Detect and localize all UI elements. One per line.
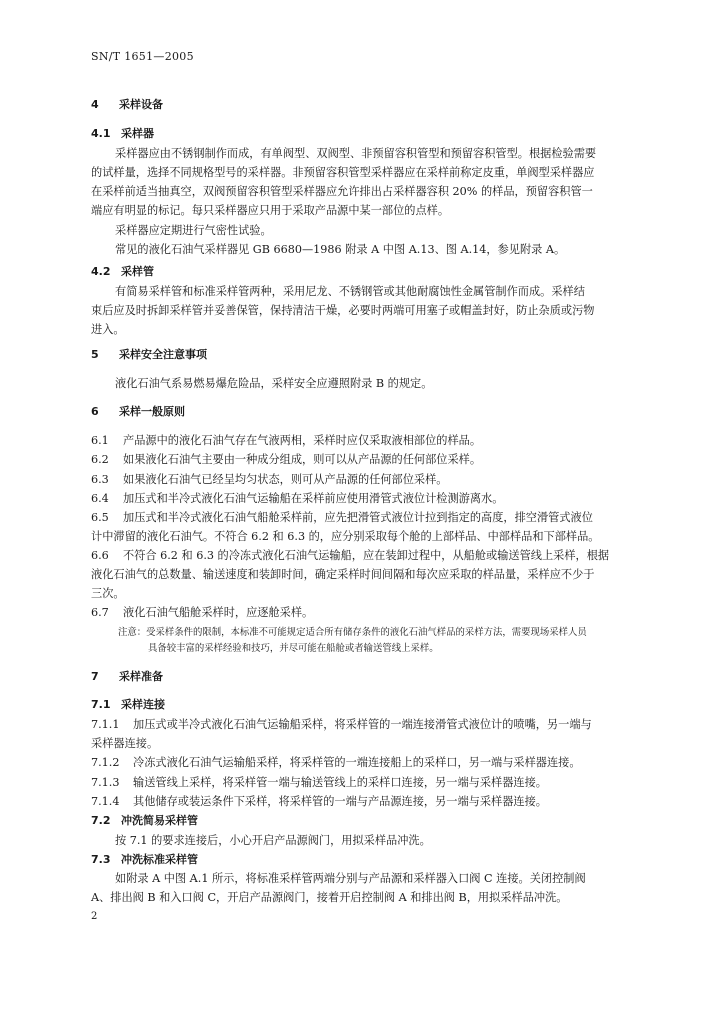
subsection-heading (91, 853, 198, 867)
paragraph-line: 端应有明显的标记。每只采样器应只用于采取产品源中某一部位的点样。 (91, 204, 450, 217)
clause-text: 加压式和半冷式液化石油气船舱采样前，应先把滑管式液位计拉到指定的高度，排空滑管式液位 (123, 511, 593, 524)
clause-number: 6.1 (91, 434, 109, 447)
clause-text: 其他储存或装运条件下采样，将采样管的一端与产品源连接，另一端与采样器连接。 (133, 795, 547, 808)
clause-number: 7.1.2 (91, 756, 120, 769)
subsection-number: 7.1 (91, 698, 111, 711)
subsection-number: 4.1 (91, 127, 111, 140)
clause-number: 6.3 (91, 473, 109, 486)
section-number: 7 (91, 670, 99, 683)
clause-line (91, 453, 481, 467)
subsection-title: 冲洗标准采样管 (121, 853, 198, 866)
clause-text: 加压式和半冷式液化石油气运输船在采样前应使用滑管式液位计检测游离水。 (123, 492, 504, 505)
subsection-number: 7.2 (91, 814, 111, 827)
subsection-title: 采样连接 (121, 698, 165, 711)
clause-number: 6.4 (91, 492, 109, 505)
paragraph-line: 在采样前适当抽真空，双阀预留容积管型采样器应允许排出占采样器容积 20% 的样品，预留容积管一 (91, 185, 593, 198)
clause-text: 不符合 6.2 和 6.3 的冷冻式液化石油气运输船，应在装卸过程中，从船舱或输送管线上采样，根据 (123, 549, 610, 562)
section-heading (91, 348, 207, 362)
section-number: 4 (91, 98, 99, 111)
clause-text: 产品源中的液化石油气存在气液两相，采样时应仅采取液相部位的样品。 (123, 434, 482, 447)
clause-number: 7.1.3 (91, 776, 120, 789)
paragraph-line: 束后应及时拆卸采样管并妥善保管，保持清洁干燥，必要时两端可用塞子或帽盖封好，防止杂质或污物 (91, 304, 595, 317)
clause-line (91, 434, 481, 448)
clause-line: 采样器连接。 (91, 737, 159, 750)
clause-line (91, 549, 609, 563)
paragraph-line: 有简易采样管和标准采样管两种，采用尼龙、不锈钢管或其他耐腐蚀性金属管制作而成。采样结 (115, 285, 585, 298)
clause-line (91, 718, 592, 732)
section-title: 采样安全注意事项 (119, 348, 207, 361)
clause-line: 计中滞留的液化石油气。不符合 6.2 和 6.3 的，应分别采取每个舱的上部样品、中部样品和下部样品。 (91, 530, 600, 543)
clause-text: 冷冻式液化石油气运输船采样，将采样管的一端连接船上的采样口，另一端与采样器连接。 (133, 756, 581, 769)
section-number: 5 (91, 348, 99, 361)
clause-text: 输送管线上采样，将采样管一端与输送管线上的采样口连接，另一端与采样器连接。 (133, 776, 547, 789)
paragraph-line: 如附录 A 中图 A.1 所示，将标准采样管两端分别与产品源和采样器入口阀 C 连接。关闭控制阀 (115, 872, 586, 885)
clause-line (91, 511, 593, 525)
paragraph-line: 按 7.1 的要求连接后，小心开启产品源阀门，用拟采样品冲洗。 (115, 834, 431, 847)
paragraph-line: A、排出阀 B 和入口阀 C，开启产品源阀门，接着开启控制阀 A 和排出阀 B，用拟采样品冲洗。 (91, 891, 568, 904)
section-heading (91, 98, 163, 112)
subsection-heading (91, 814, 198, 828)
subsection-title: 采样管 (121, 265, 154, 278)
clause-line (91, 795, 547, 809)
clause-line: 三次。 (91, 587, 125, 600)
section-title: 采样设备 (119, 98, 163, 111)
section-title: 采样一般原则 (119, 405, 185, 418)
subsection-heading (91, 127, 154, 141)
note-line: 注意：受采样条件的限制，本标准不可能规定适合所有储存条件的液化石油气样品的采样方法，需要现场采样人员 (118, 627, 587, 638)
clause-number: 6.5 (91, 511, 109, 524)
clause-line (91, 473, 447, 487)
clause-line: 液化石油气的总数量、输送速度和装卸时间，确定采样时间间隔和每次应采取的样品量，采样应不少于 (91, 568, 595, 581)
clause-line (91, 606, 313, 620)
subsection-heading (91, 698, 165, 712)
clause-number: 6.6 (91, 549, 109, 562)
subsection-number: 7.3 (91, 853, 111, 866)
paragraph-line: 常见的液化石油气采样器见 GB 6680—1986 附录 A 中图 A.13、图 A.14，参见附录 A。 (115, 243, 566, 256)
standard-number: SN/T 1651—2005 (91, 50, 194, 63)
page-number: 2 (91, 911, 98, 922)
paragraph-line: 的试样量，选择不同规格型号的采样器。非预留容积管型采样器应在采样前称定皮重，单阀型采样器应 (91, 166, 595, 179)
clause-text: 如果液化石油气主要由一种成分组成，则可以从产品源的任何部位采样。 (123, 453, 482, 466)
subsection-title: 采样器 (121, 127, 154, 140)
clause-line (91, 776, 547, 790)
section-title: 采样准备 (119, 670, 163, 683)
note-line: 具备较丰富的采样经验和技巧，并尽可能在船舱或者输送管线上采样。 (148, 643, 439, 654)
paragraph-line: 液化石油气系易燃易爆危险品，采样安全应遵照附录 B 的规定。 (115, 377, 433, 390)
clause-number: 6.2 (91, 453, 109, 466)
subsection-number: 4.2 (91, 265, 111, 278)
section-number: 6 (91, 405, 99, 418)
section-heading (91, 405, 185, 419)
clause-number: 7.1.1 (91, 718, 120, 731)
clause-text: 加压式或半冷式液化石油气运输船采样，将采样管的一端连接滑管式液位计的喷嘴，另一端与 (133, 718, 592, 731)
clause-number: 7.1.4 (91, 795, 120, 808)
clause-text: 液化石油气船舱采样时，应逐舱采样。 (123, 606, 314, 619)
clause-text: 如果液化石油气已经呈均匀状态，则可从产品源的任何部位采样。 (123, 473, 448, 486)
clause-line (91, 492, 503, 506)
clause-number: 6.7 (91, 606, 109, 619)
subsection-heading (91, 265, 154, 279)
paragraph-line: 采样器应定期进行气密性试验。 (115, 224, 272, 237)
section-heading (91, 670, 163, 684)
subsection-title: 冲洗简易采样管 (121, 814, 198, 827)
paragraph-line: 采样器应由不锈钢制作而成，有单阀型、双阀型、非预留容积管型和预留容积管型。根据检验需要 (115, 147, 597, 160)
clause-line (91, 756, 581, 770)
paragraph-line: 进入。 (91, 323, 125, 336)
